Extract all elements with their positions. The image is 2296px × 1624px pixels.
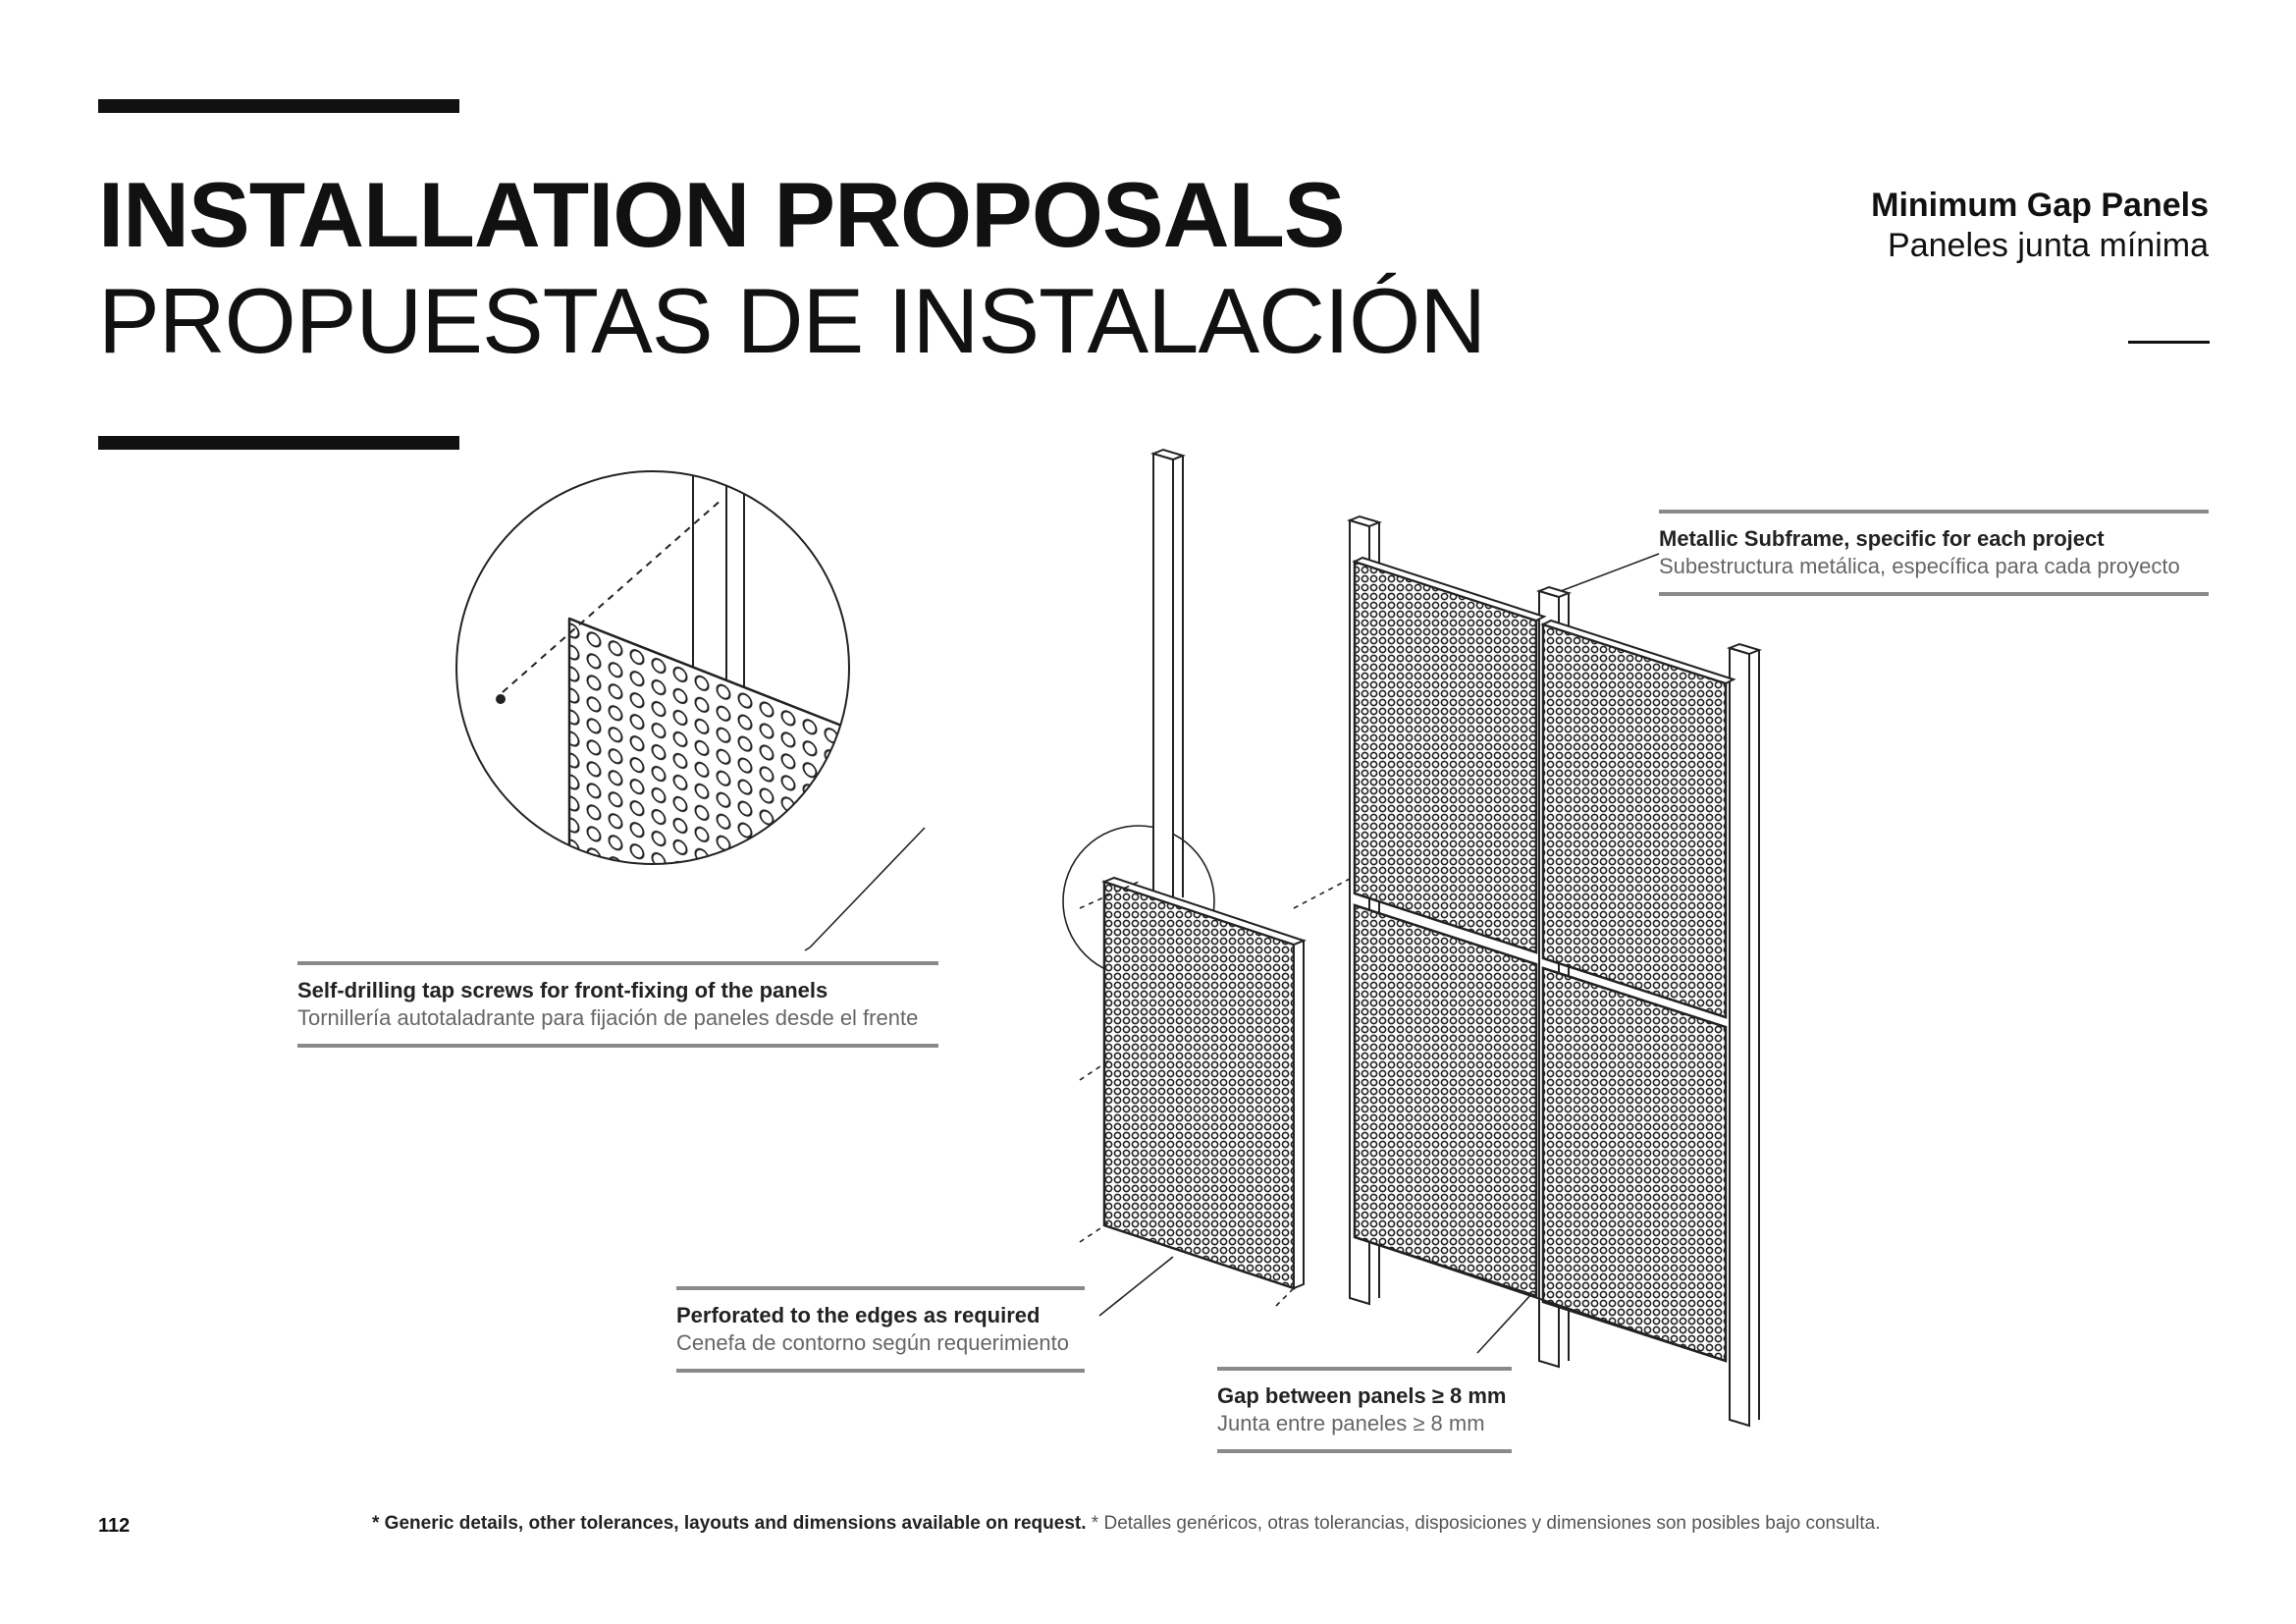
section-title-en: Minimum Gap Panels bbox=[1871, 187, 2209, 224]
callout-rule bbox=[1217, 1367, 1512, 1371]
callout-gap-es: Junta entre paneles ≥ 8 mm bbox=[1217, 1411, 1485, 1435]
callout-rule bbox=[676, 1369, 1085, 1373]
footnote-en: * Generic details, other tolerances, layouts and dimensions available on request. bbox=[372, 1513, 1087, 1534]
page-title-es: PROPUESTAS DE INSTALACIÓN bbox=[98, 269, 1486, 372]
section-title-es: Paneles junta mínima bbox=[1888, 227, 2209, 264]
footnote-es: * Detalles genéricos, otras tolerancias, disposiciones y dimensiones son posibles bajo consulta. bbox=[1086, 1513, 1881, 1534]
callout-subframe-en: Metallic Subframe, specific for each project bbox=[1659, 526, 2105, 551]
callout-rule bbox=[676, 1286, 1085, 1290]
callout-subframe bbox=[1659, 510, 2209, 596]
callout-rule bbox=[1659, 510, 2209, 514]
callout-screws-en: Self-drilling tap screws for front-fixing of the panels bbox=[297, 978, 828, 1002]
page-number: 112 bbox=[98, 1515, 131, 1537]
callout-rule bbox=[297, 961, 938, 965]
callout-rule bbox=[1659, 592, 2209, 596]
callout-perforated-en: Perforated to the edges as required bbox=[676, 1303, 1041, 1327]
callout-perforated-es: Cenefa de contorno según requerimiento bbox=[676, 1330, 1069, 1355]
callout-perforated bbox=[676, 1286, 1085, 1373]
footnote bbox=[372, 1513, 1881, 1535]
callout-rule bbox=[297, 1044, 938, 1048]
left-post-assembly bbox=[1080, 450, 1350, 1306]
callout-gap bbox=[1217, 1367, 1512, 1453]
callout-screws-es: Tornillería autotaladrante para fijación de paneles desde el frente bbox=[297, 1005, 919, 1030]
callout-gap-en: Gap between panels ≥ 8 mm bbox=[1217, 1383, 1507, 1408]
panel-wall bbox=[1350, 516, 1759, 1426]
callout-rule bbox=[1217, 1449, 1512, 1453]
page-title-en: INSTALLATION PROPOSALS bbox=[98, 163, 1345, 266]
callout-screws bbox=[297, 961, 938, 1048]
callout-subframe-es: Subestructura metálica, específica para cada proyecto bbox=[1659, 554, 2180, 578]
detail-zoom bbox=[456, 461, 849, 903]
